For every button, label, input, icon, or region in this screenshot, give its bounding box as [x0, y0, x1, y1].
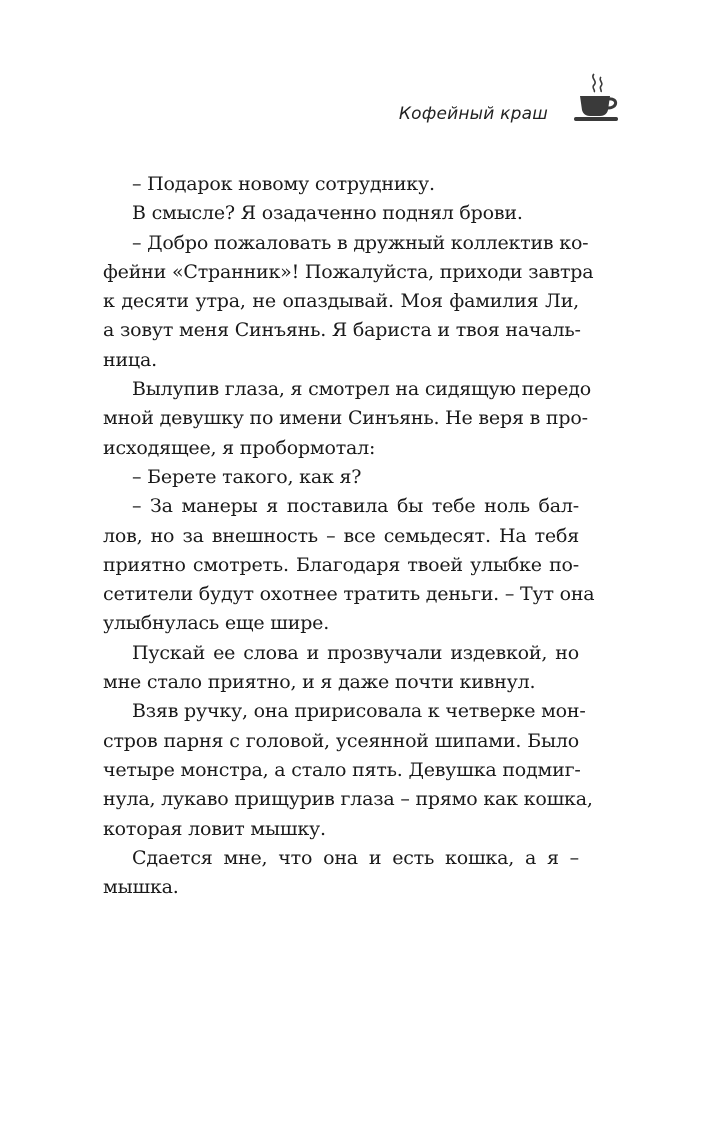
text-line: нула, лукаво прищурив глаза – прямо как кошка,: [103, 788, 593, 811]
text-line: Взяв ручку, она пририсовала к четверке мон-: [132, 700, 586, 723]
text-line: – Подарок новому сотруднику.: [132, 173, 435, 195]
running-title: Кофейный краш: [398, 104, 548, 124]
text-line: лов, но за внешность – все семьдесят. На тебя: [103, 524, 579, 547]
running-head: [360, 70, 630, 130]
paragraph: [74, 170, 579, 199]
text-line: сетители будут охотнее тратить деньги. – Тут она: [103, 583, 595, 606]
text-line: ница.: [103, 348, 157, 371]
paragraph: [74, 229, 594, 375]
text-line: мне стало приятно, и я даже почти кивнул.: [103, 671, 536, 694]
paragraph: [74, 375, 591, 463]
text-line: которая ловит мышку.: [103, 817, 326, 840]
text-line: – За манеры я поставила бы тебе ноль бал-: [132, 495, 579, 518]
text-line: В смысле? Я озадаченно поднял брови.: [132, 202, 523, 225]
text-line: мной девушку по имени Синъянь. Не веря в про-: [103, 407, 588, 430]
text-line: – Добро пожаловать в дружный коллектив ко-: [132, 231, 589, 254]
paragraph: [74, 697, 593, 843]
paragraph: [74, 492, 595, 638]
paragraph: [74, 199, 579, 228]
text-line: к десяти утра, не опаздывай. Моя фамилия Ли,: [103, 290, 579, 313]
text-line: – Берете такого, как я?: [132, 465, 362, 488]
paragraph: [74, 844, 579, 903]
text-line: Пускай ее слова и прозвучали издевкой, но: [132, 641, 579, 664]
text-line: а зовут меня Синъянь. Я бариста и твоя началь-: [103, 319, 581, 342]
coffee-cup-icon: [574, 70, 622, 124]
text-line: четыре монстра, а стало пять. Девушка подмиг-: [103, 758, 581, 781]
text-line: стров парня с головой, усеянной шипами. Было: [103, 729, 579, 752]
text-line: улыбнулась еще шире.: [103, 612, 330, 635]
text-line: Вылупив глаза, я смотрел на сидящую передо: [132, 378, 591, 401]
paragraph: [74, 463, 579, 492]
body-text: [74, 170, 595, 902]
text-line: приятно смотреть. Благодаря твоей улыбке по-: [103, 553, 579, 576]
text-line: Сдается мне, что она и есть кошка, а я –: [132, 846, 579, 869]
text-line: мышка.: [103, 876, 179, 899]
text-line: исходящее, я пробормотал:: [103, 436, 376, 459]
paragraph: [74, 639, 579, 698]
text-line: фейни «Странник»! Пожалуйста, приходи завтра: [103, 260, 594, 283]
